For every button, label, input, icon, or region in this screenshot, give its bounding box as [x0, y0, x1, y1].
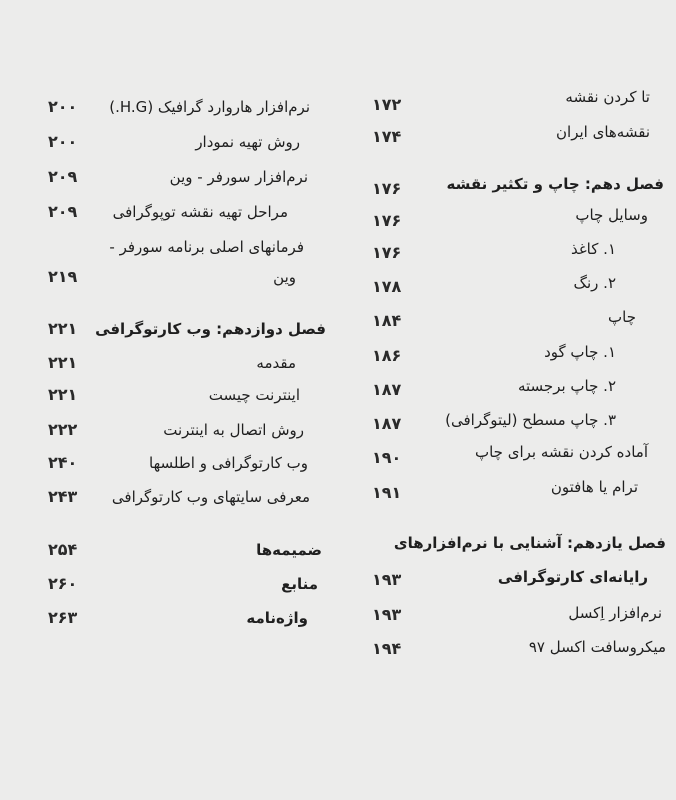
toc-entry-title: تا کردن نقشه [565, 88, 650, 106]
toc-entry-page: ۲۱۹ [48, 267, 78, 286]
toc-entry-title: اینترنت چیست [208, 386, 300, 404]
toc-entry-title: فرمانهای اصلی برنامه سورفر - [109, 238, 304, 256]
toc-entry-page: ۱۸۶ [372, 346, 402, 365]
toc-entry-title: ۱. کاغذ [570, 240, 616, 258]
toc-entry-title: مراحل تهیه نقشه توپوگرافی [112, 203, 288, 221]
toc-entry-title: واژه‌نامه [246, 609, 308, 627]
toc-entry-page: ۱۸۴ [372, 311, 402, 330]
toc-entry-title: روش تهیه نمودار [195, 133, 300, 151]
toc-entry-page: ۱۹۳ [372, 570, 402, 589]
toc-entry-title: مقدمه [256, 354, 296, 372]
toc-entry-page: ۱۹۱ [372, 483, 402, 502]
toc-entry-title: وین [273, 268, 296, 286]
toc-entry-page: ۲۶۳ [48, 608, 78, 627]
toc-entry-page: ۲۰۰ [48, 132, 78, 151]
toc-entry-title: رایانه‌ای کارتوگرافی [497, 568, 648, 586]
toc-entry-page: ۱۷۶ [372, 211, 402, 230]
toc-entry-page: ۲۲۱ [48, 385, 78, 404]
toc-entry-title: نقشه‌های ایران [556, 123, 650, 141]
toc-entry-title: ۲. رنگ [573, 274, 616, 292]
toc-entry-title: ۲. چاپ برجسته [517, 377, 616, 395]
toc-entry-page: ۲۰۹ [48, 202, 78, 221]
toc-entry-title: آماده کردن نقشه برای چاپ [474, 443, 648, 461]
toc-entry-page: ۲۰۰ [48, 97, 78, 116]
toc-entry-title: ۳. چاپ مسطح (لیتوگرافی) [445, 411, 616, 429]
toc-entry-page: ۱۷۶ [372, 179, 402, 198]
toc-entry-title: نرم‌افزار اِکسل [568, 604, 662, 622]
toc-entry-title: ضمیمه‌ها [256, 541, 322, 559]
toc-entry-title: وسایل چاپ [575, 206, 648, 224]
toc-entry-page: ۲۴۳ [48, 487, 78, 506]
toc-entry-title: معرفی سایتهای وب کارتوگرافی [111, 488, 310, 506]
toc-entry-page: ۲۲۱ [48, 353, 78, 372]
toc-entry-page: ۱۸۷ [372, 414, 402, 433]
toc-entry-page: ۱۹۴ [372, 639, 402, 658]
toc-entry-page: ۲۵۴ [48, 540, 78, 559]
toc-entry-page: ۱۷۸ [372, 277, 402, 296]
toc-entry-title: فصل یازدهم: آشنایی با نرم‌افزارهای [393, 534, 666, 552]
toc-entry-page: ۱۷۴ [372, 127, 402, 146]
toc-entry-title: فصل دهم: چاپ و تکثیر نقشه [446, 175, 664, 193]
toc-entry-title: فصل دوازدهم: وب کارتوگرافی [95, 320, 326, 338]
toc-entry-title: ترام یا هافتون [550, 478, 638, 496]
toc-entry-page: ۲۲۱ [48, 319, 78, 338]
toc-entry-title: میکروسافت اکسل ۹۷ [528, 638, 666, 656]
toc-entry-title: وب کارتوگرافی و اطلسها [149, 454, 308, 472]
toc-entry-page: ۱۸۷ [372, 380, 402, 399]
toc-entry-page: ۲۶۰ [48, 574, 78, 593]
toc-entry-title: منابع [281, 575, 318, 593]
toc-entry-title: روش اتصال به اینترنت [163, 421, 304, 439]
toc-entry-title: ۱. چاپ گود [544, 343, 616, 361]
toc-entry-page: ۱۹۳ [372, 605, 402, 624]
toc-entry-page: ۱۷۲ [372, 95, 402, 114]
toc-entry-page: ۲۲۲ [48, 420, 78, 439]
toc-entry-title: نرم‌افزار سورفر - وین [169, 168, 308, 186]
toc-entry-page: ۲۰۹ [48, 167, 78, 186]
toc-entry-title: چاپ [608, 308, 636, 326]
toc-entry-page: ۲۴۰ [48, 453, 78, 472]
toc-entry-page: ۱۹۰ [372, 448, 402, 467]
toc-entry-page: ۱۷۶ [372, 243, 402, 262]
toc-entry-title: نرم‌افزار هاروارد گرافیک (H.G.) [109, 98, 310, 116]
